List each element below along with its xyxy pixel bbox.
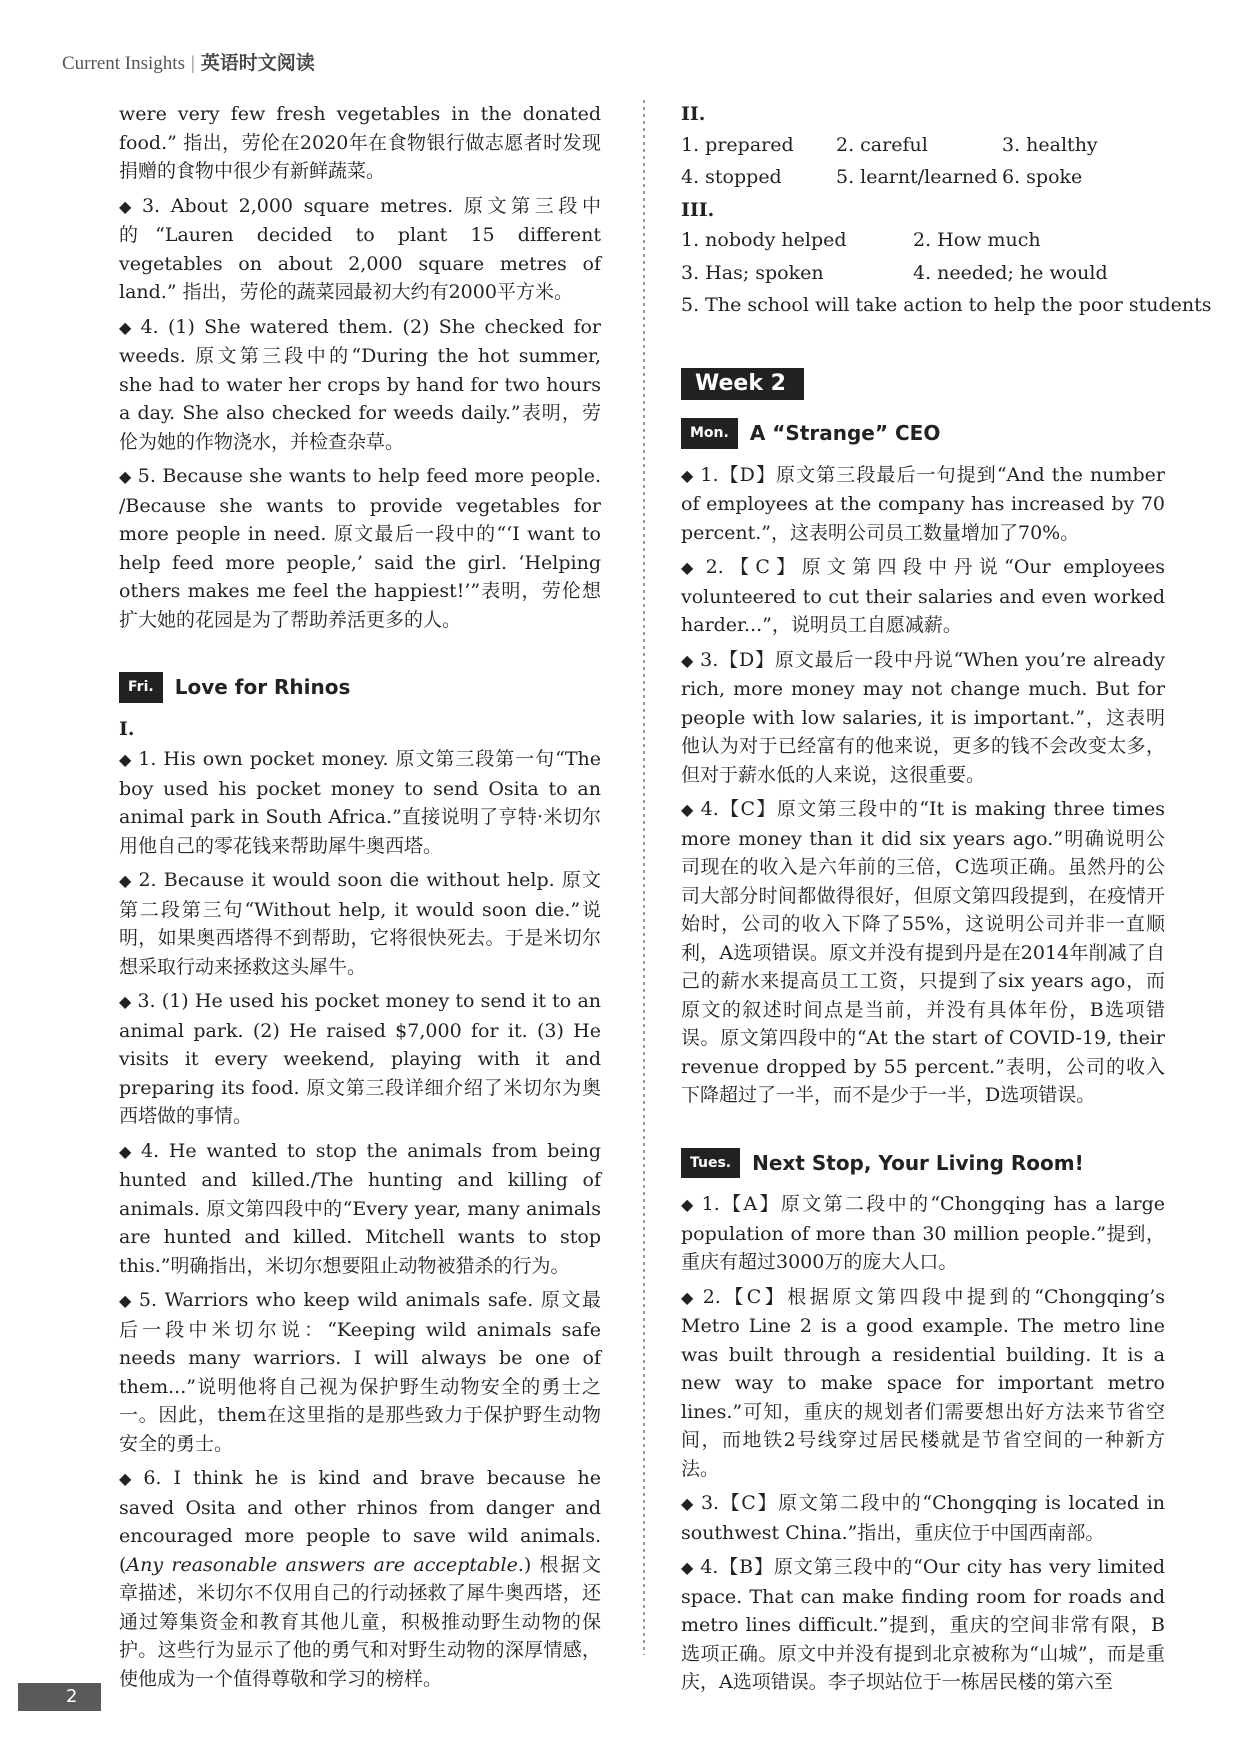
answer-row: [681, 259, 1165, 288]
answer-item: 3. healthy: [1002, 133, 1098, 156]
answer-paragraph: ◆ 1.【A】原文第二段中的“Chongqing has a large population of more than 30 million people.”提到，重庆有超过3000万的庞大人口。: [681, 1193, 1165, 1273]
answer-paragraph: ◆ 4. (1) She watered them. (2) She checked for weeds. 原文第三段中的“During the hot summer, she had to water her crops by hand for two hours a day. She also checked for weeds daily.”表明，劳伦为她的作物浇水，并检查杂草。: [119, 315, 602, 453]
diamond-bullet-icon: ◆: [119, 992, 132, 1011]
section-title: A “Strange” CEO: [749, 421, 941, 445]
answer-paragraph: ◆ 3. About 2,000 square metres. 原文第三段中的“Lauren decided to plant 15 different vegetables on about 2,000 square metres of land.” 指出，劳伦的蔬菜园最初大约有2000平方米。: [119, 194, 601, 303]
day-tag: Fri.: [119, 672, 163, 703]
diamond-bullet-icon: ◆: [119, 1141, 135, 1161]
answer-item: 2. careful: [836, 133, 928, 156]
answer-paragraph: ◆ 1.【D】原文第三段最后一句提到“And the number of employees at the company has increased by 70 percent.”，这表明公司员工数量增加了70%。: [681, 463, 1166, 544]
diamond-bullet-icon: ◆: [119, 1469, 138, 1488]
part-label: II.: [681, 103, 706, 125]
answer-item: 5. The school will take action to help the poor students: [681, 294, 1212, 316]
right-column: [681, 100, 1212, 1693]
diamond-bullet-icon: ◆: [119, 467, 132, 486]
diamond-bullet-icon: ◆: [681, 800, 695, 819]
answer-row: [681, 226, 1165, 255]
book-title: 英语时文阅读: [200, 53, 315, 74]
diamond-bullet-icon: ◆: [119, 871, 133, 890]
answer-paragraph: ◆ 3.【C】原文第二段中的“Chongqing is located in southwest China.”指出，重庆位于中国西南部。: [681, 1492, 1166, 1544]
diamond-bullet-icon: ◆: [681, 1195, 696, 1214]
answer-item: 1. nobody helped: [681, 229, 847, 251]
answer-paragraph: ◆ 6. I think he is kind and brave because he saved Osita and other rhinos from danger and encouraged more people to save wild animals. (Any reasonable answers are acceptable.) 根据文章描述，米切尔不仅用自己的行动拯救了犀牛奥西塔，还通过筹集资金和教育其他儿童，积极推动野生动物的保护。这些行为显示了他的勇气和对野生动物的深厚情感，使他成为一个值得尊敬和学习的榜样。: [119, 1467, 601, 1690]
answer-paragraph: ◆ 2. Because it would soon die without help. 原文第二段第三句“Without help, it would soon die.”说明，如果奥西塔得不到帮助，它将很快死去。于是米切尔想采取行动来拯救这头犀牛。: [119, 869, 601, 978]
answer-item: 5. learnt/learned: [836, 166, 998, 188]
answer-item: 1. prepared: [681, 133, 794, 156]
answer-paragraph: ◆ 5. Warriors who keep wild animals safe. 原文最后一段中米切尔说：“Keeping wild animals safe needs many warriors. I will always be one of them...”说明他将自己视为保护野生动物安全的勇士之一。因此，them在这里指的是那些致力于保护野生动物安全的勇士。: [119, 1289, 601, 1455]
series-name: Current Insights: [62, 53, 185, 74]
answer-paragraph: ◆ 3.【D】原文最后一段中丹说“When you’re already rich, more money may not change much. But for people with low salaries, it is important.”，这表明他认为对于已经富有的他来说，更多的钱不会改变太多，但对于薪水低的人来说，这很重要。: [681, 648, 1165, 786]
section-title: Next Stop, Your Living Room!: [752, 1150, 1084, 1175]
left-column: [119, 100, 602, 1690]
day-tag: Mon.: [681, 418, 738, 449]
answer-paragraph: were very few fresh vegetables in the donated food.” 指出，劳伦在2020年在食物银行做志愿者时发现捐赠的食物中很少有新鲜蔬菜。: [119, 103, 601, 182]
part-label: I.: [119, 717, 135, 740]
italic-note: Any reasonable answers are acceptable.: [126, 1553, 524, 1576]
answer-item: 2. How much: [913, 229, 1041, 251]
answer-item: 3. Has; spoken: [681, 261, 824, 284]
answer-paragraph: ◆ 3. (1) He used his pocket money to send it to an animal park. (2) He raised $7,000 for it. (3) He visits it every weekend, playing with it and preparing its food. 原文第三段详细介绍了米切尔为奥西塔做的事情。: [119, 990, 602, 1127]
answer-paragraph: ◆ 4. He wanted to stop the animals from being hunted and killed./The hunting and killing of animals. 原文第四段中的“Every year, many animals are hunted and killed. Mitchell wants to stop this.”明确指出，米切尔想要阻止动物被猎杀的行为。: [119, 1139, 601, 1277]
page-number: 2: [18, 1683, 101, 1711]
answer-row: [681, 163, 1165, 192]
answer-item: 6. spoke: [1002, 166, 1083, 188]
part-label: III.: [681, 198, 715, 221]
diamond-bullet-icon: ◆: [681, 465, 695, 485]
diamond-bullet-icon: ◆: [681, 1558, 695, 1577]
diamond-bullet-icon: ◆: [681, 1287, 697, 1307]
section-heading-fri: [119, 672, 601, 703]
day-tag: Tues.: [681, 1148, 740, 1179]
diamond-bullet-icon: ◆: [119, 750, 133, 769]
running-header: [62, 48, 315, 75]
answer-row: [681, 131, 1165, 160]
section-heading-tues: [681, 1148, 1165, 1179]
column-divider: [640, 100, 648, 1655]
answer-paragraph: ◆ 2.【C】原文第四段中丹说“Our employees volunteered to cut their salaries and even worked harder...”，说明员工自愿减薪。: [681, 556, 1165, 636]
header-separator: |: [190, 53, 195, 74]
diamond-bullet-icon: ◆: [119, 196, 136, 216]
answer-paragraph: ◆ 5. Because she wants to help feed more people. /Because she wants to provide vegetables for more people in need. 原文最后一段中的“‘I want to help feed more people,’ said the girl. ‘Helping others makes me feel the happiest!’”表明，劳伦想扩大她的花园是为了帮助养活更多的人。: [119, 465, 601, 631]
diamond-bullet-icon: ◆: [119, 317, 135, 337]
diamond-bullet-icon: ◆: [681, 650, 695, 670]
week-tag: Week 2: [681, 368, 804, 401]
diamond-bullet-icon: ◆: [681, 558, 700, 577]
section-title: Love for Rhinos: [174, 675, 351, 699]
answer-paragraph: ◆ 4.【C】原文第三段中的“It is making three times more money than it did six years ago.”明确说明公司现在的收入是六年前的三倍，C选项正确。虽然丹的公司大部分时间都做得很好，但原文第四段提到，在疫情开始时，公司的收入下降了55%，这说明公司并非一直顺利，A选项错误。原文并没有提到丹是在2014年削减了自己的薪水来提高员工工资，只提到了six years ago，而原文的叙述时间点是当前，并没有具体年份，B选项错误。原文第四段中的“At the start of COVID-19, their revenue dropped by 55 percent.”表明，公司的收入下降超过了一半，而不是少于一半，D选项错误。: [681, 798, 1165, 1106]
answer-item: 4. needed; he would: [913, 261, 1108, 284]
answer-item: 4. stopped: [681, 166, 782, 188]
diamond-bullet-icon: ◆: [681, 1494, 695, 1513]
answer-paragraph: ◆ 2.【C】根据原文第四段中提到的“Chongqing’s Metro Line 2 is a good example. The metro line was built through a residential building. It is a new way to make space for important metro lines.”可知，重庆的规划者们需要想出好方法来节省空间，而地铁2号线穿过居民楼就是节省空间的一种新方法。: [681, 1285, 1165, 1480]
diamond-bullet-icon: ◆: [119, 1291, 133, 1310]
answer-paragraph: ◆ 1. His own pocket money. 原文第三段第一句“The boy used his pocket money to send Osita to an animal park in South Africa.”直接说明了亨特·米切尔用他自己的零花钱来帮助犀牛奥西塔。: [119, 748, 601, 857]
section-heading-mon: [681, 418, 1165, 449]
answer-paragraph: ◆ 4.【B】原文第三段中的“Our city has very limited space. That can make finding room for roads and metro lines difficult.”提到，重庆的空间非常有限，B选项正确。原文中并没有提到北京被称为“山城”，而是重庆，A选项错误。李子坝站位于一栋居民楼的第六至: [681, 1556, 1165, 1693]
